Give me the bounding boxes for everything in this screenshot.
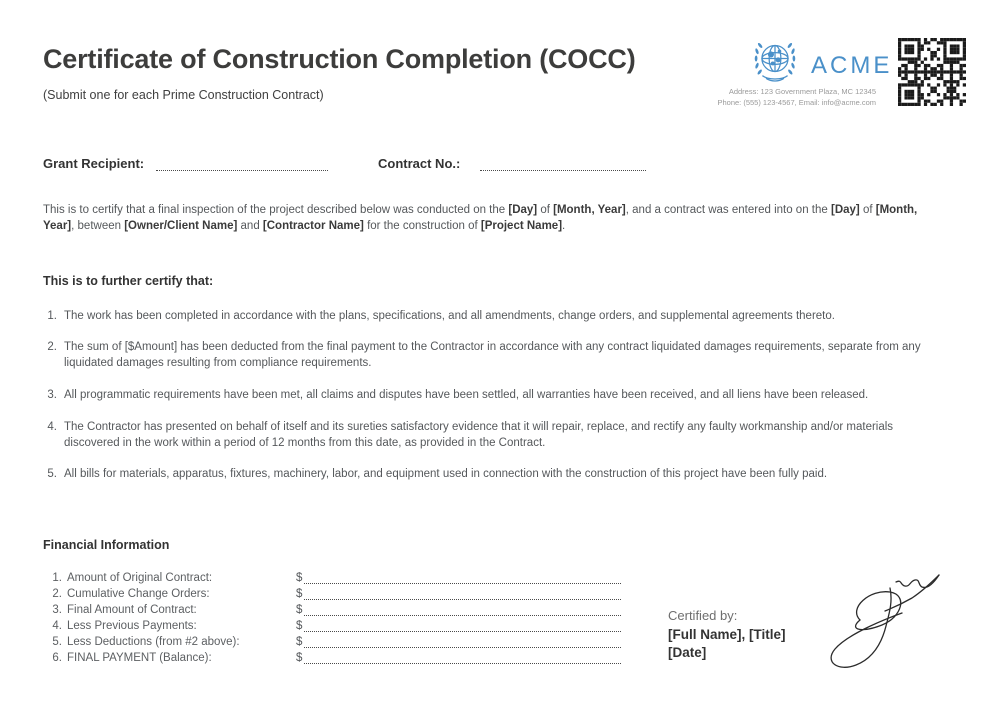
financial-label-5: Less Deductions (from #2 above): [67,636,240,648]
amount-field-2[interactable] [304,587,621,600]
document-body [43,203,937,499]
financial-label-3: Final Amount of Contract: [67,604,197,616]
intro-paragraph: This is to certify that a final inspection of the project described below was conducted on the [Day] of [Month, Year], and a contract was entered into on the [Day] of [Month, Year], between [Owner/Client Name] and [Contractor Name] for the construction of [Project Name]. [43,204,918,232]
grant-recipient-label: Grant Recipient: [43,156,145,171]
amount-field-3[interactable] [304,603,621,616]
financial-label-6: FINAL PAYMENT (Balance): [67,652,212,664]
financial-label-2: Cumulative Change Orders: [67,588,210,600]
financial-row-6: 6. FINAL PAYMENT (Balance): $ [43,648,621,664]
handwritten-signature-icon [800,562,950,672]
currency-symbol: $ [296,572,303,584]
form-fields-row [0,156,1000,176]
certify-item-3: All programmatic requirements have been met, all claims and disputes have been settled, all warranties have been received, and all liens have been released. [64,388,869,401]
qr-code-icon [898,38,966,106]
financial-row-1: 1. Amount of Original Contract: $ [43,568,621,584]
financial-row-2: 2. Cumulative Change Orders: $ [43,584,621,600]
financial-row-4: 4. Less Previous Payments: $ [43,616,621,632]
certified-date: [Date] [668,645,707,660]
currency-symbol: $ [296,636,303,648]
certify-item-5: All bills for materials, apparatus, fixtures, machinery, labor, and equipment used in connection with the construction of this project have been fully paid. [64,468,828,481]
page-title: Certificate of Construction Completion (COCC) [43,44,636,74]
certified-by-block [668,608,786,660]
page-subtitle: (Submit one for each Prime Construction Contract) [43,88,324,102]
contract-no-field[interactable] [480,156,646,171]
certify-heading: This is to further certify that: [43,273,214,288]
currency-symbol: $ [296,652,303,664]
certify-item-1: The work has been completed in accordance with the plans, specifications, and all amendments, change orders, and supplemental agreements thereto. [64,309,835,322]
financial-list [43,568,621,664]
financial-heading: Financial Information [43,538,170,552]
org-name: ACME [811,51,893,79]
amount-field-1[interactable] [304,571,621,584]
org-phone-email: Phone: (555) 123-4567, Email: info@acme.com [717,98,876,107]
certify-item-2: The sum of [$Amount] has been deducted from the final payment to the Contractor in accordance with any contract liquidated damages requirements, separate from any liquidated damages resulting from compliance requirements. [64,341,921,370]
currency-symbol: $ [296,620,303,632]
certified-by-label: Certified by: [668,608,738,623]
currency-symbol: $ [296,588,303,600]
financial-label-4: Less Previous Payments: [67,620,197,632]
amount-field-6[interactable] [304,651,621,664]
certify-item-4: The Contractor has presented on behalf of itself and its sureties satisfactory evidence that it will repair, replace, and rectify any faulty workmanship and/or materials discovered in the work within a period of 12 months from this date, as provided in the Contract. [64,420,894,449]
currency-symbol: $ [296,604,303,616]
amount-field-5[interactable] [304,635,621,648]
financial-row-3: 3. Final Amount of Contract: $ [43,600,621,616]
financial-row-5: 5. Less Deductions (from #2 above): $ [43,632,621,648]
certified-name-title: [Full Name], [Title] [668,627,786,642]
financial-label-1: Amount of Original Contract: [67,572,213,584]
grant-recipient-field[interactable] [156,156,328,171]
org-address: Address: 123 Government Plaza, MC 12345 [728,87,876,96]
contract-no-label: Contract No.: [378,156,461,171]
amount-field-4[interactable] [304,619,621,632]
certify-list [43,309,937,484]
org-contact-info [660,86,876,108]
